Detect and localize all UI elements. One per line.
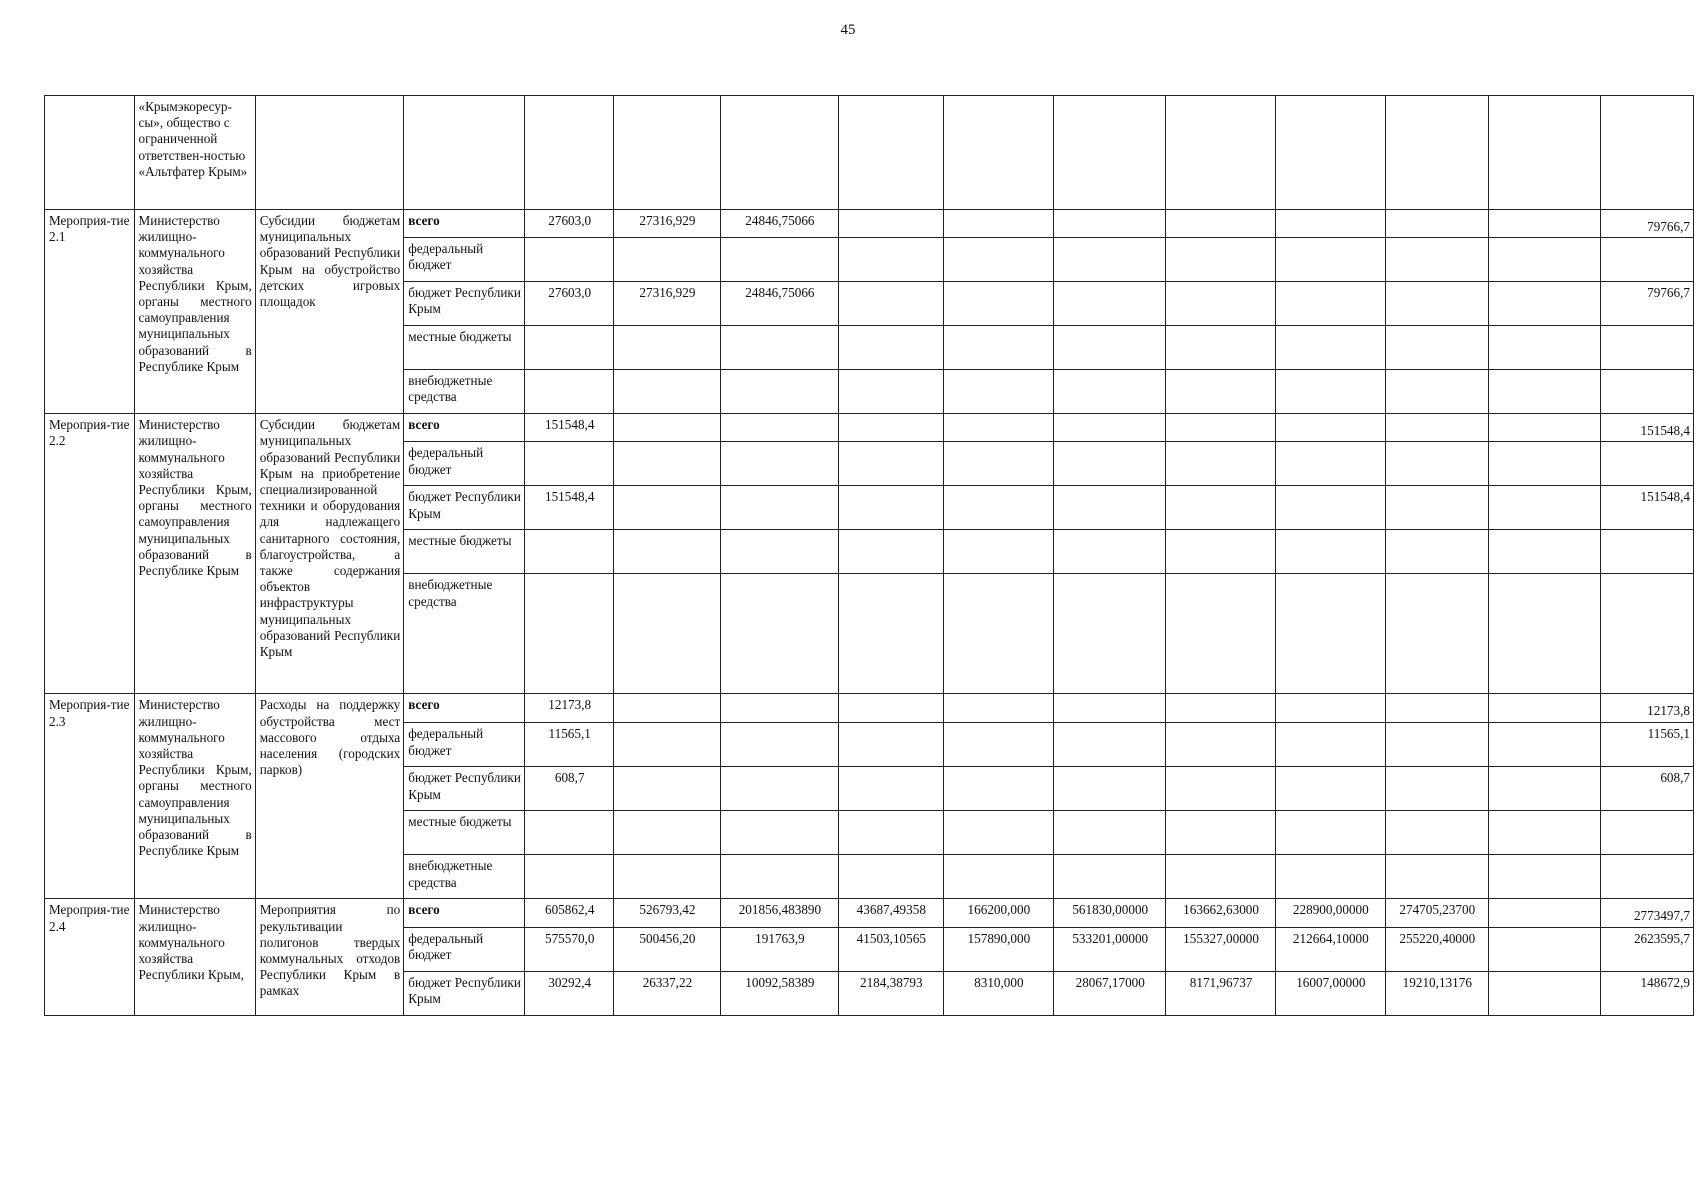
amount-cell [1166, 238, 1275, 282]
amount-cell [1275, 811, 1385, 855]
empty-cell [943, 96, 1053, 210]
funding-source-cell: федеральный бюджет [404, 927, 525, 971]
amount-cell [720, 238, 838, 282]
amount-cell [1054, 574, 1166, 694]
amount-cell [1488, 899, 1600, 927]
amount-cell [838, 442, 943, 486]
amount-cell [838, 414, 943, 442]
total-cell [1601, 530, 1694, 574]
amount-cell [838, 855, 943, 899]
amount-cell [838, 694, 943, 723]
amount-cell [1166, 442, 1275, 486]
amount-cell [943, 414, 1053, 442]
funding-source-cell: бюджет Республики Крым [404, 767, 525, 811]
amount-cell: 41503,10565 [838, 927, 943, 971]
funding-source-cell: бюджет Республики Крым [404, 486, 525, 530]
amount-cell: 605862,4 [525, 899, 613, 927]
total-cell: 148672,9 [1601, 971, 1694, 1015]
funding-source-cell: местные бюджеты [404, 811, 525, 855]
amount-cell [613, 442, 720, 486]
amount-cell [1385, 486, 1488, 530]
amount-cell [1385, 574, 1488, 694]
amount-cell [838, 238, 943, 282]
amount-cell [1488, 694, 1600, 723]
amount-cell [525, 370, 613, 414]
amount-cell: 27316,929 [613, 282, 720, 326]
amount-cell [1054, 530, 1166, 574]
amount-cell [1275, 767, 1385, 811]
amount-cell [1488, 442, 1600, 486]
amount-cell [1275, 723, 1385, 767]
total-cell [1601, 326, 1694, 370]
amount-cell [1488, 414, 1600, 442]
amount-cell [1054, 486, 1166, 530]
total-cell [1601, 238, 1694, 282]
amount-cell [1488, 486, 1600, 530]
amount-cell [1488, 238, 1600, 282]
amount-cell: 255220,40000 [1385, 927, 1488, 971]
funding-source-cell: бюджет Республики Крым [404, 282, 525, 326]
amount-cell [1275, 855, 1385, 899]
amount-cell: 157890,000 [943, 927, 1053, 971]
amount-cell [838, 811, 943, 855]
amount-cell [1488, 811, 1600, 855]
measure-id-cell: Мероприя-тие 2.2 [45, 414, 135, 694]
budget-table [44, 95, 1694, 1016]
funding-source-cell: местные бюджеты [404, 326, 525, 370]
amount-cell: 151548,4 [525, 414, 613, 442]
amount-cell: 575570,0 [525, 927, 613, 971]
total-cell: 79766,7 [1601, 210, 1694, 238]
description-cell: Расходы на поддержку обустройства мест массового отдыха населения (городских парков) [255, 694, 404, 899]
amount-cell [720, 574, 838, 694]
amount-cell [1385, 442, 1488, 486]
amount-cell [1054, 238, 1166, 282]
amount-cell [1275, 238, 1385, 282]
amount-cell: 8310,000 [943, 971, 1053, 1015]
amount-cell: 28067,17000 [1054, 971, 1166, 1015]
empty-cell [525, 96, 613, 210]
amount-cell: 166200,000 [943, 899, 1053, 927]
measure-id-cell [45, 96, 135, 210]
amount-cell [1054, 723, 1166, 767]
amount-cell [1054, 210, 1166, 238]
empty-cell [404, 96, 525, 210]
amount-cell [838, 326, 943, 370]
total-cell: 151548,4 [1601, 486, 1694, 530]
amount-cell [613, 414, 720, 442]
amount-cell: 27316,929 [613, 210, 720, 238]
amount-cell [613, 767, 720, 811]
amount-cell [1385, 282, 1488, 326]
amount-cell: 12173,8 [525, 694, 613, 723]
amount-cell: 26337,22 [613, 971, 720, 1015]
amount-cell [720, 414, 838, 442]
amount-cell [1488, 530, 1600, 574]
amount-cell [720, 855, 838, 899]
amount-cell [720, 811, 838, 855]
amount-cell [943, 694, 1053, 723]
executor-cell: Министерство жилищно-коммунального хозяйства Республики Крым, органы местного самоуправления муниципальных образований в Республике Крым [134, 694, 255, 899]
amount-cell [838, 210, 943, 238]
amount-cell [943, 767, 1053, 811]
executor-cell: «Крымэкоресур-сы», общество с ограниченной ответствен-ностью «Альтфатер Крым» [134, 96, 255, 210]
amount-cell: 191763,9 [720, 927, 838, 971]
funding-source-cell: всего [404, 414, 525, 442]
amount-cell [1488, 370, 1600, 414]
amount-cell [1054, 442, 1166, 486]
amount-cell [1488, 927, 1600, 971]
amount-cell: 27603,0 [525, 210, 613, 238]
amount-cell [943, 574, 1053, 694]
amount-cell [720, 442, 838, 486]
amount-cell [1488, 326, 1600, 370]
amount-cell: 533201,00000 [1054, 927, 1166, 971]
amount-cell [1488, 282, 1600, 326]
amount-cell [1054, 326, 1166, 370]
total-cell [1601, 574, 1694, 694]
measure-id-cell: Мероприя-тие 2.3 [45, 694, 135, 899]
amount-cell [613, 855, 720, 899]
total-cell [1601, 370, 1694, 414]
amount-cell [1275, 326, 1385, 370]
amount-cell: 228900,00000 [1275, 899, 1385, 927]
amount-cell [1166, 723, 1275, 767]
amount-cell [1054, 855, 1166, 899]
empty-cell [1166, 96, 1275, 210]
amount-cell [1166, 767, 1275, 811]
amount-cell: 212664,10000 [1275, 927, 1385, 971]
amount-cell: 10092,58389 [720, 971, 838, 1015]
amount-cell [613, 694, 720, 723]
amount-cell: 608,7 [525, 767, 613, 811]
amount-cell [1166, 282, 1275, 326]
amount-cell [613, 238, 720, 282]
amount-cell [1488, 767, 1600, 811]
amount-cell [1488, 574, 1600, 694]
amount-cell: 19210,13176 [1385, 971, 1488, 1015]
funding-row [45, 899, 1694, 927]
empty-cell [838, 96, 943, 210]
total-cell: 79766,7 [1601, 282, 1694, 326]
measure-id-cell: Мероприя-тие 2.1 [45, 210, 135, 414]
amount-cell: 27603,0 [525, 282, 613, 326]
amount-cell [943, 326, 1053, 370]
amount-cell [1488, 971, 1600, 1015]
funding-source-cell: всего [404, 899, 525, 927]
amount-cell [613, 486, 720, 530]
amount-cell [1385, 723, 1488, 767]
amount-cell [613, 530, 720, 574]
amount-cell [525, 855, 613, 899]
amount-cell [1275, 486, 1385, 530]
amount-cell [1166, 694, 1275, 723]
amount-cell [943, 370, 1053, 414]
amount-cell: 30292,4 [525, 971, 613, 1015]
empty-cell [1275, 96, 1385, 210]
funding-row [45, 694, 1694, 723]
amount-cell [1385, 238, 1488, 282]
amount-cell [1166, 326, 1275, 370]
amount-cell [1275, 442, 1385, 486]
measure-id-cell: Мероприя-тие 2.4 [45, 899, 135, 1015]
amount-cell [1054, 414, 1166, 442]
amount-cell: 11565,1 [525, 723, 613, 767]
amount-cell [838, 282, 943, 326]
amount-cell [720, 694, 838, 723]
amount-cell [838, 486, 943, 530]
amount-cell [613, 811, 720, 855]
amount-cell [1385, 811, 1488, 855]
amount-cell [1054, 767, 1166, 811]
total-cell: 2773497,7 [1601, 899, 1694, 927]
amount-cell [1166, 574, 1275, 694]
amount-cell [1385, 855, 1488, 899]
funding-source-cell: местные бюджеты [404, 530, 525, 574]
empty-cell [255, 96, 404, 210]
description-cell: Субсидии бюджетам муниципальных образований Республики Крым на обустройство детских игровых площадок [255, 210, 404, 414]
amount-cell [1385, 767, 1488, 811]
amount-cell [613, 574, 720, 694]
amount-cell [943, 486, 1053, 530]
funding-source-cell: бюджет Республики Крым [404, 971, 525, 1015]
amount-cell [1385, 210, 1488, 238]
amount-cell [838, 723, 943, 767]
amount-cell [1166, 855, 1275, 899]
empty-cell [720, 96, 838, 210]
total-cell: 151548,4 [1601, 414, 1694, 442]
amount-cell: 2184,38793 [838, 971, 943, 1015]
funding-source-cell: федеральный бюджет [404, 442, 525, 486]
amount-cell [838, 370, 943, 414]
amount-cell [1054, 694, 1166, 723]
empty-cell [1385, 96, 1488, 210]
funding-row [45, 414, 1694, 442]
amount-cell [1488, 210, 1600, 238]
amount-cell [1488, 855, 1600, 899]
amount-cell [943, 811, 1053, 855]
amount-cell [943, 530, 1053, 574]
amount-cell [1488, 723, 1600, 767]
amount-cell [838, 530, 943, 574]
amount-cell [1166, 210, 1275, 238]
amount-cell [1166, 486, 1275, 530]
amount-cell [1054, 811, 1166, 855]
amount-cell [720, 530, 838, 574]
amount-cell [838, 767, 943, 811]
amount-cell [1385, 326, 1488, 370]
amount-cell: 43687,49358 [838, 899, 943, 927]
amount-cell [1275, 574, 1385, 694]
amount-cell: 24846,75066 [720, 282, 838, 326]
executor-cell: Министерство жилищно-коммунального хозяйства Республики Крым, органы местного самоуправления муниципальных образований в Республике Крым [134, 210, 255, 414]
amount-cell [1054, 370, 1166, 414]
amount-cell [1385, 414, 1488, 442]
empty-cell [1054, 96, 1166, 210]
empty-cell [1601, 96, 1694, 210]
amount-cell [1275, 530, 1385, 574]
description-cell: Субсидии бюджетам муниципальных образований Республики Крым на приобретение специализированной техники и оборудования для надлежащего санитарного состояния, благоустройства, а также содержания объектов инфраструктуры муниципальных образований Республики Крым [255, 414, 404, 694]
total-cell: 2623595,7 [1601, 927, 1694, 971]
amount-cell [613, 326, 720, 370]
amount-cell [1166, 530, 1275, 574]
amount-cell: 201856,483890 [720, 899, 838, 927]
amount-cell [525, 530, 613, 574]
amount-cell [1275, 414, 1385, 442]
amount-cell [943, 442, 1053, 486]
funding-source-cell: внебюджетные средства [404, 855, 525, 899]
funding-source-cell: всего [404, 694, 525, 723]
amount-cell [720, 326, 838, 370]
executor-cell: Министерство жилищно-коммунального хозяйства Республики Крым, органы местного самоуправления муниципальных образований в Республике Крым [134, 414, 255, 694]
amount-cell [613, 723, 720, 767]
amount-cell [1275, 210, 1385, 238]
empty-cell [1488, 96, 1600, 210]
amount-cell: 24846,75066 [720, 210, 838, 238]
amount-cell [943, 855, 1053, 899]
amount-cell: 500456,20 [613, 927, 720, 971]
empty-cell [613, 96, 720, 210]
total-cell: 12173,8 [1601, 694, 1694, 723]
amount-cell: 526793,42 [613, 899, 720, 927]
total-cell [1601, 811, 1694, 855]
amount-cell: 16007,00000 [1275, 971, 1385, 1015]
amount-cell [1054, 282, 1166, 326]
amount-cell [943, 723, 1053, 767]
description-cell: Мероприятия по рекультивации полигонов твердых коммунальных отходов Республики Крым в рамках [255, 899, 404, 1015]
amount-cell [525, 574, 613, 694]
amount-cell [1275, 282, 1385, 326]
amount-cell: 163662,63000 [1166, 899, 1275, 927]
continuation-row [45, 96, 1694, 210]
amount-cell [943, 238, 1053, 282]
amount-cell [720, 723, 838, 767]
amount-cell [613, 370, 720, 414]
total-cell: 11565,1 [1601, 723, 1694, 767]
total-cell [1601, 442, 1694, 486]
amount-cell [525, 811, 613, 855]
amount-cell [1385, 370, 1488, 414]
amount-cell [525, 238, 613, 282]
amount-cell [943, 282, 1053, 326]
amount-cell [943, 210, 1053, 238]
amount-cell [1166, 811, 1275, 855]
amount-cell [720, 767, 838, 811]
amount-cell: 151548,4 [525, 486, 613, 530]
funding-source-cell: федеральный бюджет [404, 723, 525, 767]
amount-cell [838, 574, 943, 694]
amount-cell [720, 370, 838, 414]
amount-cell [1385, 694, 1488, 723]
funding-source-cell: внебюджетные средства [404, 370, 525, 414]
amount-cell [1166, 414, 1275, 442]
amount-cell [720, 486, 838, 530]
amount-cell: 561830,00000 [1054, 899, 1166, 927]
amount-cell [1275, 370, 1385, 414]
total-cell: 608,7 [1601, 767, 1694, 811]
amount-cell: 274705,23700 [1385, 899, 1488, 927]
amount-cell: 155327,00000 [1166, 927, 1275, 971]
amount-cell: 8171,96737 [1166, 971, 1275, 1015]
amount-cell [525, 442, 613, 486]
total-cell [1601, 855, 1694, 899]
funding-source-cell: федеральный бюджет [404, 238, 525, 282]
amount-cell [525, 326, 613, 370]
funding-source-cell: внебюджетные средства [404, 574, 525, 694]
amount-cell [1385, 530, 1488, 574]
amount-cell [1275, 694, 1385, 723]
page-number: 45 [840, 22, 856, 38]
funding-source-cell: всего [404, 210, 525, 238]
executor-cell: Министерство жилищно-коммунального хозяйства Республики Крым, [134, 899, 255, 1015]
funding-row [45, 210, 1694, 238]
amount-cell [1166, 370, 1275, 414]
